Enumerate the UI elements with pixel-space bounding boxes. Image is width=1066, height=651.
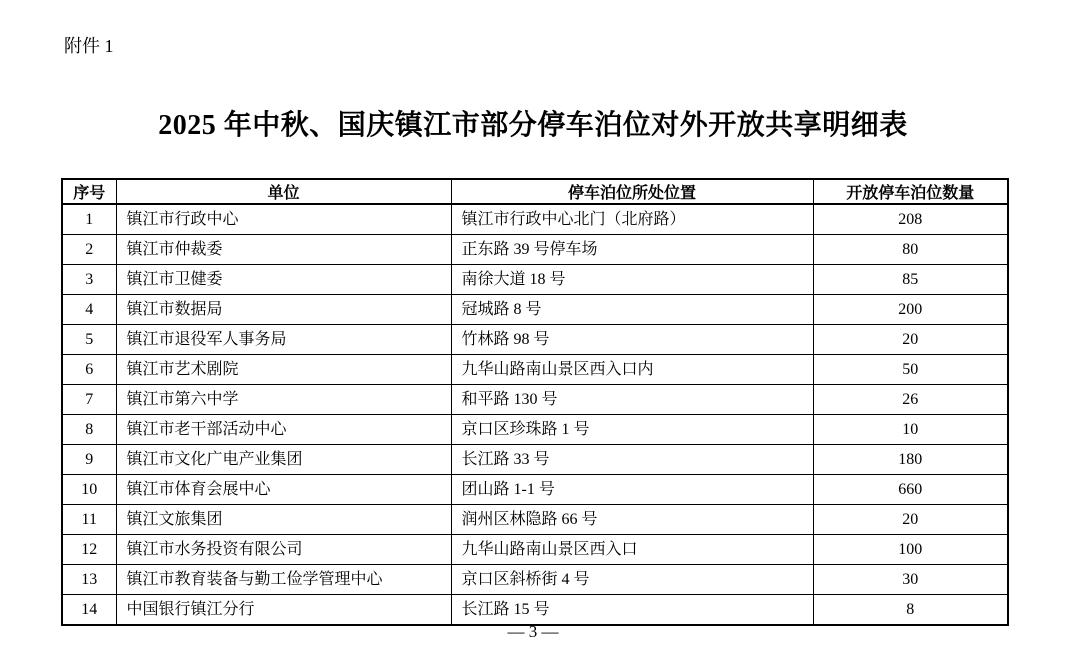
parking-table [61,178,1009,626]
cell-open-count: 26 [813,385,1008,415]
page-number: — 3 — [507,622,559,641]
cell-open-count: 180 [813,445,1008,475]
cell-unit-name: 镇江市教育装备与勤工俭学管理中心 [116,565,451,595]
cell-parking-location: 冠城路 8 号 [451,295,813,325]
table-row [62,325,1008,355]
cell-open-count: 85 [813,265,1008,295]
cell-parking-location: 长江路 15 号 [451,595,813,626]
table-row [62,505,1008,535]
table-row [62,235,1008,265]
cell-row-number: 3 [62,265,116,295]
cell-parking-location: 京口区珍珠路 1 号 [451,415,813,445]
table-header [62,179,1008,204]
cell-open-count: 660 [813,475,1008,505]
header-location: 停车泊位所处位置 [451,179,813,204]
cell-row-number: 11 [62,505,116,535]
cell-parking-location: 和平路 130 号 [451,385,813,415]
table-row [62,445,1008,475]
table-header-row [62,179,1008,204]
cell-row-number: 12 [62,535,116,565]
cell-unit-name: 镇江市艺术剧院 [116,355,451,385]
cell-open-count: 200 [813,295,1008,325]
table-body [62,204,1008,625]
cell-parking-location: 团山路 1-1 号 [451,475,813,505]
table-row [62,355,1008,385]
cell-parking-location: 南徐大道 18 号 [451,265,813,295]
cell-unit-name: 镇江市卫健委 [116,265,451,295]
header-unit: 单位 [116,179,451,204]
cell-open-count: 20 [813,325,1008,355]
cell-row-number: 1 [62,204,116,235]
cell-open-count: 100 [813,535,1008,565]
table-row [62,385,1008,415]
cell-parking-location: 竹林路 98 号 [451,325,813,355]
cell-open-count: 10 [813,415,1008,445]
table-row [62,415,1008,445]
cell-parking-location: 润州区林隐路 66 号 [451,505,813,535]
table-row [62,204,1008,235]
cell-row-number: 5 [62,325,116,355]
cell-parking-location: 长江路 33 号 [451,445,813,475]
table-row [62,595,1008,626]
cell-row-number: 10 [62,475,116,505]
cell-unit-name: 镇江市数据局 [116,295,451,325]
cell-unit-name: 镇江市退役军人事务局 [116,325,451,355]
document-title: 2025 年中秋、国庆镇江市部分停车泊位对外开放共享明细表 [158,110,908,141]
cell-unit-name: 镇江市体育会展中心 [116,475,451,505]
cell-row-number: 9 [62,445,116,475]
cell-parking-location: 九华山路南山景区西入口 [451,535,813,565]
cell-unit-name: 镇江市老干部活动中心 [116,415,451,445]
cell-unit-name: 镇江市仲裁委 [116,235,451,265]
cell-unit-name: 镇江文旅集团 [116,505,451,535]
cell-parking-location: 正东路 39 号停车场 [451,235,813,265]
table-row [62,535,1008,565]
cell-unit-name: 中国银行镇江分行 [116,595,451,626]
table-row [62,475,1008,505]
cell-open-count: 80 [813,235,1008,265]
cell-row-number: 2 [62,235,116,265]
cell-open-count: 30 [813,565,1008,595]
cell-row-number: 6 [62,355,116,385]
table-row [62,565,1008,595]
cell-open-count: 208 [813,204,1008,235]
cell-open-count: 8 [813,595,1008,626]
cell-row-number: 4 [62,295,116,325]
cell-unit-name: 镇江市文化广电产业集团 [116,445,451,475]
table-row [62,295,1008,325]
cell-unit-name: 镇江市第六中学 [116,385,451,415]
cell-open-count: 50 [813,355,1008,385]
cell-parking-location: 镇江市行政中心北门（北府路） [451,204,813,235]
cell-row-number: 13 [62,565,116,595]
cell-parking-location: 九华山路南山景区西入口内 [451,355,813,385]
cell-row-number: 14 [62,595,116,626]
table-row [62,265,1008,295]
header-no: 序号 [62,179,116,204]
cell-row-number: 7 [62,385,116,415]
cell-unit-name: 镇江市水务投资有限公司 [116,535,451,565]
cell-open-count: 20 [813,505,1008,535]
cell-unit-name: 镇江市行政中心 [116,204,451,235]
cell-parking-location: 京口区斜桥街 4 号 [451,565,813,595]
attachment-label: 附件 1 [64,36,114,56]
header-count: 开放停车泊位数量 [813,179,1008,204]
cell-row-number: 8 [62,415,116,445]
